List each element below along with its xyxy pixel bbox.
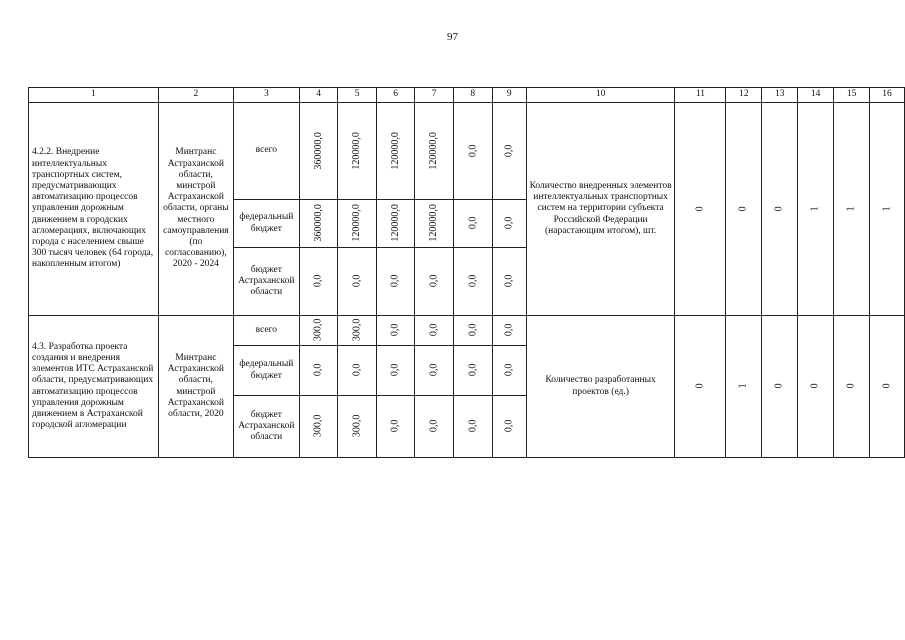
- target-cell: [726, 316, 762, 458]
- value-cell: [453, 316, 492, 346]
- column-header: 13: [762, 88, 798, 103]
- value-text: 0,0: [466, 144, 478, 158]
- value-cell: [453, 248, 492, 316]
- column-header: 14: [798, 88, 834, 103]
- value-cell: [453, 396, 492, 458]
- column-header: 6: [376, 88, 415, 103]
- value-cell: [415, 316, 454, 346]
- value-text: 0,0: [466, 324, 478, 337]
- executor-cell: Минтранс Астраханской области, минстрой Астраханской области, органы местного самоуправления (по согласованию), 2020 - 2024: [158, 103, 233, 316]
- value-text: 0,0: [389, 275, 401, 288]
- target-text: 0: [773, 383, 785, 389]
- target-text: 1: [809, 206, 821, 212]
- measure-cell: 4.3. Разработка проекта создания и внедрения элементов ИТС Астраханской области, предусматривающих автоматизацию процессов управления дорожным движением в Астраханской городской агломерации: [29, 316, 159, 458]
- value-text: 360000,0: [312, 204, 324, 243]
- value-text: 0,0: [389, 324, 401, 337]
- source-label: бюджет Астраханской области: [233, 396, 299, 458]
- value-text: 0,0: [503, 275, 515, 288]
- value-cell: [299, 248, 338, 316]
- value-text: 0,0: [503, 217, 515, 230]
- value-text: 0,0: [466, 364, 478, 377]
- value-text: 0,0: [312, 364, 324, 377]
- column-header: 4: [299, 88, 338, 103]
- target-cell: [762, 103, 798, 316]
- indicator-cell: Количество внедренных элементов интеллектуальных транспортных систем на территории субъекта Российской Федерации (нарастающим итогом), шт.: [526, 103, 675, 316]
- source-label: федеральный бюджет: [233, 200, 299, 248]
- source-label: бюджет Астраханской области: [233, 248, 299, 316]
- value-text: 0,0: [428, 324, 440, 337]
- value-cell: [415, 396, 454, 458]
- value-cell: [376, 248, 415, 316]
- value-text: 0,0: [428, 364, 440, 377]
- target-cell: [762, 316, 798, 458]
- value-cell: [338, 346, 377, 396]
- value-text: 120000,0: [351, 132, 363, 170]
- value-cell: [492, 396, 526, 458]
- target-cell: [870, 316, 905, 458]
- value-text: 0,0: [312, 275, 324, 288]
- column-header: 11: [675, 88, 726, 103]
- value-text: 0,0: [351, 275, 363, 288]
- value-cell: [415, 200, 454, 248]
- measure-cell: 4.2.2. Внедрение интеллектуальных транспортных систем, предусматривающих автоматизацию процессов управления дорожным движением в городских агломерациях, включающих города с населением свыше 300 тысяч человек (64 города, накопленным итогом): [29, 103, 159, 316]
- value-cell: [492, 316, 526, 346]
- value-text: 0,0: [389, 420, 401, 433]
- value-text: 0,0: [503, 144, 515, 158]
- page-number: 97: [447, 31, 458, 43]
- target-cell: [798, 103, 834, 316]
- value-text: 0,0: [428, 275, 440, 288]
- value-text: 300,0: [312, 415, 324, 438]
- target-cell: [675, 316, 726, 458]
- value-text: 120000,0: [428, 204, 440, 243]
- value-text: 300,0: [312, 319, 324, 342]
- value-cell: [338, 103, 377, 200]
- target-cell: [834, 316, 870, 458]
- table-row: [29, 316, 905, 346]
- value-text: 120000,0: [389, 132, 401, 170]
- program-table: [28, 87, 905, 458]
- target-text: 0: [694, 383, 706, 389]
- value-cell: [492, 248, 526, 316]
- value-cell: [376, 316, 415, 346]
- column-header: 16: [870, 88, 905, 103]
- value-cell: [299, 316, 338, 346]
- column-header: 9: [492, 88, 526, 103]
- table-row: [29, 103, 905, 200]
- value-cell: [376, 103, 415, 200]
- target-cell: [834, 103, 870, 316]
- value-text: 0,0: [466, 217, 478, 230]
- value-cell: [299, 396, 338, 458]
- source-label: федеральный бюджет: [233, 346, 299, 396]
- source-label: всего: [233, 316, 299, 346]
- column-header: 8: [453, 88, 492, 103]
- value-text: 0,0: [466, 420, 478, 433]
- value-cell: [338, 316, 377, 346]
- target-text: 0: [881, 383, 893, 389]
- column-header: 12: [726, 88, 762, 103]
- value-text: 0,0: [503, 364, 515, 377]
- value-text: 120000,0: [351, 204, 363, 243]
- value-cell: [492, 200, 526, 248]
- column-header: 10: [526, 88, 675, 103]
- target-text: 0: [694, 206, 706, 212]
- column-header: 5: [338, 88, 377, 103]
- value-text: 0,0: [351, 364, 363, 377]
- value-cell: [453, 346, 492, 396]
- value-cell: [415, 346, 454, 396]
- target-text: 1: [737, 383, 749, 389]
- value-cell: [376, 396, 415, 458]
- target-text: 0: [809, 383, 821, 389]
- value-cell: [453, 200, 492, 248]
- target-text: 1: [881, 206, 893, 212]
- value-text: 0,0: [503, 324, 515, 337]
- value-cell: [338, 396, 377, 458]
- value-text: 120000,0: [428, 132, 440, 170]
- target-text: 0: [773, 206, 785, 212]
- target-cell: [675, 103, 726, 316]
- value-text: 0,0: [466, 275, 478, 288]
- value-cell: [338, 248, 377, 316]
- column-header: 7: [415, 88, 454, 103]
- value-cell: [299, 200, 338, 248]
- value-cell: [338, 200, 377, 248]
- target-cell: [726, 103, 762, 316]
- value-text: 300,0: [351, 319, 363, 342]
- value-cell: [453, 103, 492, 200]
- source-label: всего: [233, 103, 299, 200]
- header-row: [29, 88, 905, 103]
- value-text: 120000,0: [389, 204, 401, 243]
- value-cell: [415, 103, 454, 200]
- value-cell: [492, 103, 526, 200]
- target-cell: [870, 103, 905, 316]
- value-text: 0,0: [503, 420, 515, 433]
- value-text: 0,0: [428, 420, 440, 433]
- target-text: 0: [737, 206, 749, 212]
- indicator-cell: Количество разработанных проектов (ед.): [526, 316, 675, 458]
- value-cell: [376, 346, 415, 396]
- column-header: 15: [834, 88, 870, 103]
- column-header: 1: [29, 88, 159, 103]
- target-text: 0: [845, 383, 857, 389]
- value-cell: [299, 103, 338, 200]
- value-cell: [415, 248, 454, 316]
- value-text: 0,0: [389, 364, 401, 377]
- target-cell: [798, 316, 834, 458]
- column-header: 2: [158, 88, 233, 103]
- value-text: 360000,0: [312, 132, 324, 170]
- executor-cell: Минтранс Астраханской области, минстрой Астраханской области, 2020: [158, 316, 233, 458]
- target-text: 1: [845, 206, 857, 212]
- value-text: 300,0: [351, 415, 363, 438]
- value-cell: [376, 200, 415, 248]
- value-cell: [299, 346, 338, 396]
- value-cell: [492, 346, 526, 396]
- column-header: 3: [233, 88, 299, 103]
